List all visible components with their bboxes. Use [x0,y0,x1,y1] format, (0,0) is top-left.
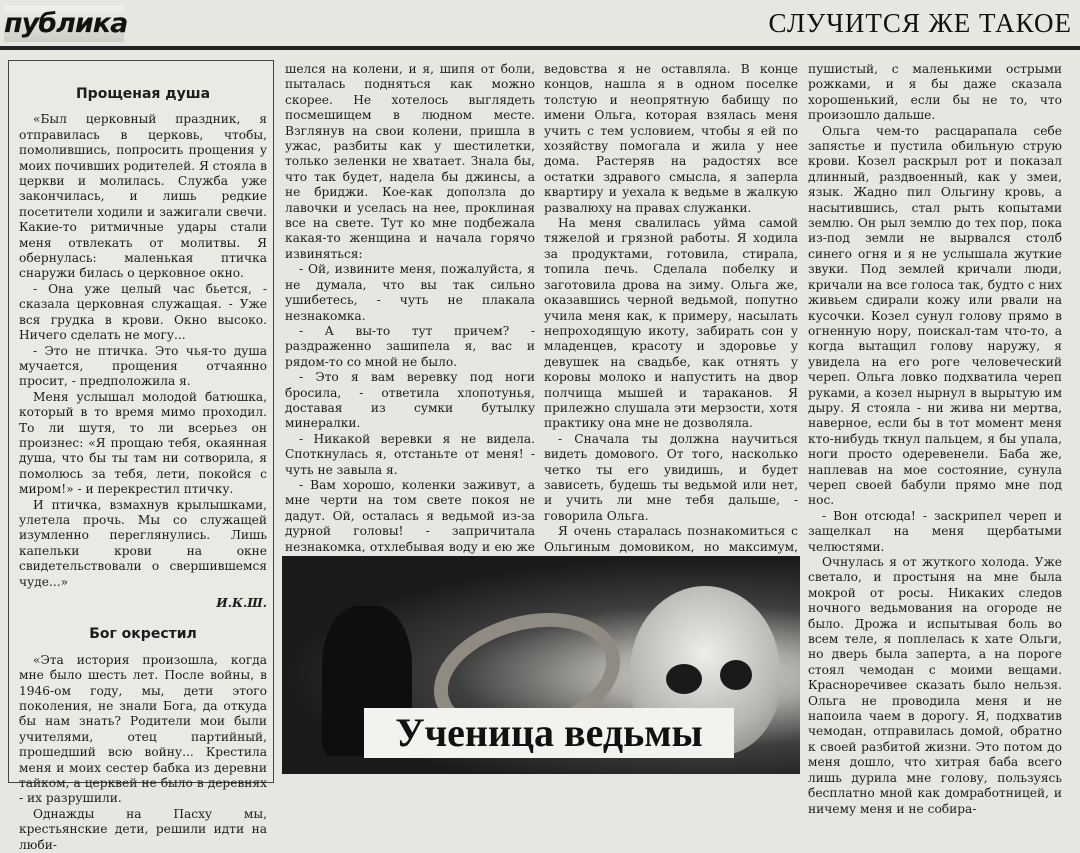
paragraph: шелся на колени, и я, шипя от боли, пыталась подняться как можно скорее. Не хотелось выглядеть посмешищем в людном месте. Взглянув на свои колени, пришла в ужас, разбиты как у шестилетки, только зеленки не хватает. Знала бы, что так будет, надела бы джинсы, а не бриджи. Кое-как доползла до лавочки и уселась на нее, проклиная все на свете. Тут ко мне подбежала какая-то женщина и начала горячо извиняться: [285,62,535,261]
paragraph: - Сначала ты должна научиться видеть домового. От того, насколько четко ты его увидишь, и будет зависеть, будешь ты ведьмой или нет, и учить ли мне тебя дальше, - говорила Ольга. [544,431,798,523]
paragraph: «Был церковный праздник, я отправилась в церковь, чтобы, помолившись, попросить прощения у моих почивших родителей. Я стояла в церкви и молилась. Служба уже закончилась, и лишь редкие посетители ходили и зажигали свечи. Какие-то ритмичные удары стали меня отвлекать от молитвы. Я обернулась: маленькая птичка снаружи билась о церковное окно. [19,112,267,281]
paragraph: Однажды на Пасху мы, крестьянские дети, решили идти на люби- [19,806,267,852]
section-label: публика [4,6,124,42]
paragraph: - Это не птичка. Это чья-то душа мучается, прощения отчаянно просит, - предположила я. [19,343,267,389]
main-column-4 [808,62,1062,816]
author-signature: И.К.Ш. [216,596,267,610]
left-column-box [8,60,274,852]
paragraph: «Эта история произошла, когда мне было шесть лет. После войны, в 1946-ом году, мы, дети этого поколения, не знали Бога, да откуда бы нам знать? Родители мои были учителями, отец партийный, прошедший всю войну... Крестила меня и моих сестер бабка из деревни тайком, а церквей не было в деревнях - их разрушили. [19,652,267,806]
paragraph: - Она уже целый час бьется, - сказала церковная служащая. - Уже вся грудка в крови. Окно высоко. Ничего сделать не могу... [19,281,267,343]
page-header [0,0,1080,52]
paragraph: ведовства я не оставляла. В конце концов, нашла я в одном поселке толстую и неопрятную бабищу по имени Ольга, которая взялась меня учить с тем условием, чтобы я ей по хозяйству помогала и жила у нее дома. Растеряв на радостях все остатки здравого смысла, я заперла квартиру и уехала к ведьме в жалкую развалюху на правах служанки. [544,62,798,215]
paragraph: - Ой, извините меня, пожалуйста, я не думала, что вы так сильно ушибетесь, - чуть не плакала незнакомка. [285,262,535,323]
article-title-forgiven-soul: Прощеная душа [75,86,211,102]
paragraph: Я очень старалась познакомиться с Ольгиным домовиком, но максимум, [544,524,798,554]
skull-eye-left [666,664,702,694]
paragraph: Меня услышал молодой батюшка, который в то время мимо проходил. То ли шутя, то ли всерьез он произнес: «Я прощаю тебя, окаянная душа, что бы ты там ни сотворила, я помолюсь за тебя, лети, покойся с миром!» - и перекрестил птичку. [19,389,267,497]
paragraph: - А вы-то тут причем? - раздраженно зашипела я, вас и рядом-то со мной не было. [285,323,535,369]
main-column-2 [285,62,535,552]
paragraph: пушистый, с маленькими острыми рожками, и я бы даже сказала хорошенький, если бы не то, что произошло дальше. [808,62,1062,123]
main-column-3 [544,62,798,552]
paragraph: - Это я вам веревку под ноги бросила, - ответила хлопотунья, доставая из сумки бутылку минералки. [285,370,535,431]
paragraph: - Вон отсюда! - заскрипел череп и защелкал на меня щербатыми челюстями. [808,508,1062,554]
paragraph: Ольга чем-то расцарапала себе запястье и пустила обильную струю крови. Козел раскрыл рот и показал длинный, раздвоенный, как у змеи, язык. Жадно пил Ольгину кровь, а насытившись, стал рыть копытами землю. Он рыл землю до тех пор, пока из-под земли не вырвался столб синего огня и я не услышала жуткие звуки. Под землей кричали люди, кричали на все голоса так, будто с них живьем сдирали кожу или рвали на кусочки. Козел сунул голову прямо в огненную нору, поискал-там что-то, а когда вытащил голову наружу, я увидела на его роге человеческий череп. Ольга ловко подхватила череп руками, а козел нырнул в вырытую им дыру. Я стояла - ни жива ни мертва, наверное, если бы в тот момент меня кто-нибудь ткнул пальцем, я бы упала, ноги просто одеревенели. Баба же, наплевав на мое состояние, сунула череп своей бабули прямо мне под нос. [808,123,1062,508]
paragraph: Очнулась я от жуткого холода. Уже светало, и простыня на мне была мокрой от росы. Никаких следов ночного ведьмования на огороде не было. Дрожа и испытывая боль во всем теле, я поплелась к хате Ольги, но дверь была заперта, а на пороге стоял чемодан с моими вещами. Красноречивее сказать было нельзя. Ольга не проводила меня и не напоила чаем в дорогу. Я, подхватив чемодан, отправилась домой, обратно к своей разбитой жизни. Это потом до меня дошло, что хитрая баба всего лишь дурила мне голову, пользуясь бесплатно мной как домработницей, и ничему меня и не собира- [808,555,1062,816]
header-rule [0,46,1080,50]
article-photo [282,556,800,774]
paragraph: На меня свалилась уйма самой тяжелой и грязной работы. Я ходила за продуктами, готовила, стирала, топила печь. Сделала побелку и заготовила дрова на зиму. Ольга же, оказавшись черной ведьмой, попутно учила меня как, к примеру, насылать непроходящую икоту, забирать сон у младенцев, красоту и здоровье у девушек на свадьбе, как отнять у коровы молоко и напустить на двор полчища мышей и тараканов. Я прилежно слушала эти мерзости, хотя практику она мне не дозволяла. [544,216,798,431]
headline-witch-apprentice: Ученица ведьмы [364,708,734,758]
paragraph: И птичка, взмахнув крылышками, улетела прочь. Мы со служащей изумленно переглянулись. Лишь капельки крови на окне свидетельствовали о свершившемся чуде...» [19,497,267,589]
article-title-god-baptized: Бог окрестил [89,626,197,643]
paragraph: - Вам хорошо, коленки заживут, а мне черти на том свете покоя не дадут. Ой, осталась я ведьмой из-за дурной головы! - запричитала незнакомка, отхлебывая воду и ею же [285,477,535,554]
paragraph: - Никакой веревки я не видела. Споткнулась я, отстаньте от меня! - чуть не завыла я. [285,431,535,477]
skull-eye-right [720,660,752,690]
rubric-title: СЛУЧИТСЯ ЖЕ ТАКОЕ [768,8,1072,38]
